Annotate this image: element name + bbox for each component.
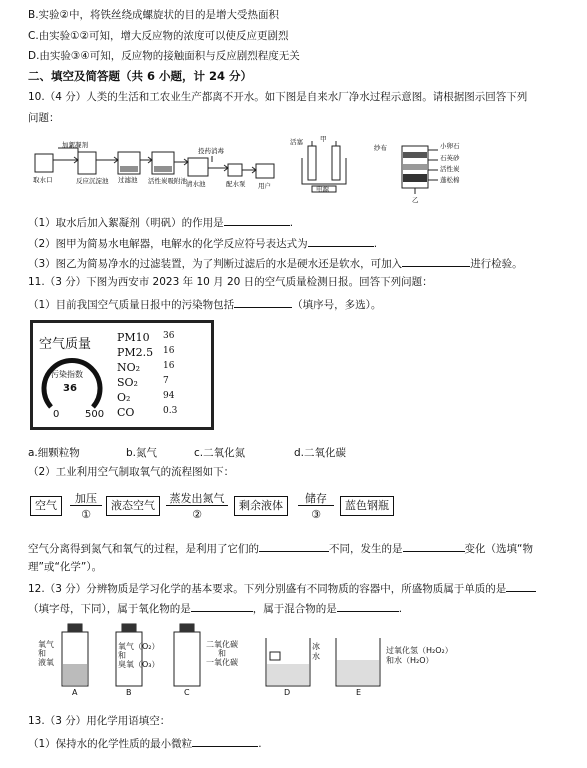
beaker-e-content: 过氧化氢（H₂O₂） 和水（H₂O） xyxy=(386,646,453,665)
aqi-pollutant-table xyxy=(117,331,207,421)
q13-stem: 13.（3 分）用化学用语填空： xyxy=(28,715,171,727)
electrolysis-label-valve: 活塞 xyxy=(290,138,303,146)
filter-diagram xyxy=(368,138,468,204)
q11-part3: 空气分离得到氮气和氧气的过程，是利用了它们的 不同，发生的是 变化（选填“物 xyxy=(28,540,533,556)
q11-part2: （2）工业利用空气制取氧气的流程图如下： xyxy=(28,466,235,478)
bottle-a-content: 氧气 和 液氧 xyxy=(38,640,54,667)
flow-arrow xyxy=(166,505,228,506)
bottle-b-letter: B xyxy=(126,688,132,697)
q11-stem: 11.（3 分）下图为西安市 2023 年 10 月 20 日的空气质量检测日报。回答下列问题： xyxy=(28,276,433,288)
plant-label-clean: 清水池 xyxy=(186,180,206,188)
q12-stem: 12.（3 分）分辨物质是学习化学的基本要求。下列分别盛有不同物质的容器中，所盛物质属于单质的是 xyxy=(28,580,536,596)
aqi-gauge xyxy=(37,351,107,411)
plant-label-carbon: 活性炭吸附池 xyxy=(148,177,187,185)
filter-label-cotton: 蓬松棉 xyxy=(440,176,460,184)
plant-label-sediment: 反应沉淀池 xyxy=(76,177,109,185)
bottle-b-content: 氧气（O₂） 和 臭氧（O₃） xyxy=(118,642,160,669)
option-d: d.二氧化碳 xyxy=(294,447,347,459)
q10-stem-cont: 问题： xyxy=(28,112,60,124)
oxygen-flow xyxy=(30,492,410,526)
beaker-e-letter: E xyxy=(356,688,362,697)
diagram-jia: 甲 xyxy=(320,136,327,143)
plant-label-user: 用户 xyxy=(258,182,271,190)
bottle-a-letter: A xyxy=(72,688,78,697)
electrolysis-diagram xyxy=(290,136,360,198)
answer-blank[interactable] xyxy=(402,255,470,267)
pollutant-row: CO 0.3 xyxy=(117,406,178,419)
pollutant-row: PM2.5 16 xyxy=(117,346,175,359)
answer-blank[interactable] xyxy=(192,735,258,747)
q10-part1: （1）取水后加入絮凝剂（明矾）的作用是 . xyxy=(28,214,293,230)
q13-part1: （1）保持水的化学性质的最小微粒 . xyxy=(28,735,262,751)
q10-part3: （3）图乙为简易净水的过滤装置，为了判断过滤后的水是硬水还是软水，可加入 进行检验。 xyxy=(28,255,523,271)
aqi-index-value: 36 xyxy=(63,383,77,394)
filter-label-pebble: 小卵石 xyxy=(440,142,460,150)
flow-arrow xyxy=(70,505,102,506)
q10-part2: （2）图甲为简易水电解器，电解水的化学反应符号表达式为 . xyxy=(28,235,377,251)
flow-box-cylinder: 蓝色钢瓶 xyxy=(340,496,394,516)
plant-label-pump: 配水泵 xyxy=(226,180,246,188)
option-c: C.由实验①②可知，增大反应物的浓度可以使反应更剧烈 xyxy=(28,30,289,42)
electrolysis-label-power: 电源 xyxy=(316,185,329,193)
flow-box-remaining: 剩余液体 xyxy=(234,496,288,516)
diagram-yi: 乙 xyxy=(412,196,419,204)
plant-label-filter: 过滤池 xyxy=(118,176,138,184)
option-a: a.细颗粒物 xyxy=(28,447,80,459)
pollutant-row: PM10 36 xyxy=(117,331,175,344)
pollutant-row: SO₂ 7 xyxy=(117,376,169,389)
flow-arrow-label: 储存 xyxy=(305,492,327,505)
pollutant-row: NO₂ 16 xyxy=(117,361,175,374)
answer-blank[interactable] xyxy=(403,540,465,552)
answer-blank[interactable] xyxy=(337,600,399,612)
flow-step: ② xyxy=(192,508,202,521)
bottle-c-letter: C xyxy=(184,688,190,697)
answer-blank[interactable] xyxy=(506,580,536,592)
answer-blank[interactable] xyxy=(234,296,292,308)
aqi-title: 空气质量 xyxy=(39,337,92,352)
filter-label-quartz: 石英砂 xyxy=(440,154,460,162)
option-b: b.氮气 xyxy=(126,447,158,459)
beaker-d-content: 冰 水 xyxy=(312,642,320,661)
flow-box-air: 空气 xyxy=(30,496,62,516)
filter-label-gauze: 纱布 xyxy=(374,144,387,152)
q11-options xyxy=(28,446,558,460)
flow-box-liquid-air: 液态空气 xyxy=(106,496,160,516)
pollutant-row: O₂ 94 xyxy=(117,391,175,404)
q11-part1: （1）目前我国空气质量日报中的污染物包括 （填序号，多选）。 xyxy=(28,296,381,312)
q12-stem-cont: （填字母，下同），属于氧化物的是 ，属于混合物的是 . xyxy=(28,600,402,616)
answer-blank[interactable] xyxy=(191,600,253,612)
aqi-scale-max: 500 xyxy=(85,409,105,420)
flow-step: ③ xyxy=(311,508,321,521)
option-d: D.由实验③④可知，反应物的接触面积与反应剧烈程度无关 xyxy=(28,50,300,62)
aqi-index-label: 污染指数 xyxy=(51,370,83,379)
answer-blank[interactable] xyxy=(224,214,290,226)
plant-label-intake: 取水口 xyxy=(33,176,53,184)
section-title: 二、填空及简答题（共 6 小题，计 24 分） xyxy=(28,69,253,83)
q10-stem: 10.（4 分）人类的生活和工农业生产都离不开水。如下图是自来水厂净水过程示意图。请根据图示回答下列 xyxy=(28,91,528,103)
bottles-figure xyxy=(30,620,453,700)
answer-blank[interactable] xyxy=(308,235,374,247)
option-b: B.实验②中，将铁丝绕成螺旋状的目的是增大受热面积 xyxy=(28,9,279,21)
filter-label-carbon: 活性炭 xyxy=(440,165,460,173)
aqi-scale-min: 0 xyxy=(53,409,60,420)
bottle-c-content: 二氧化碳 和 一氧化碳 xyxy=(206,640,238,667)
option-c: c.二氧化氮 xyxy=(194,447,246,459)
flow-arrow-label: 加压 xyxy=(75,492,97,505)
flow-arrow xyxy=(298,505,334,506)
aqi-panel xyxy=(30,320,214,430)
answer-blank[interactable] xyxy=(259,540,329,552)
q11-part3-cont: 理”或“化学”）。 xyxy=(28,561,103,573)
plant-label-flocculant: 加絮凝剂 xyxy=(62,141,88,149)
plant-label-disinfect: 投药消毒 xyxy=(198,147,224,155)
water-plant-diagram xyxy=(30,140,280,192)
flow-step: ① xyxy=(81,508,91,521)
beaker-d-letter: D xyxy=(284,688,291,697)
flow-arrow-label: 蒸发出氮气 xyxy=(169,492,225,505)
